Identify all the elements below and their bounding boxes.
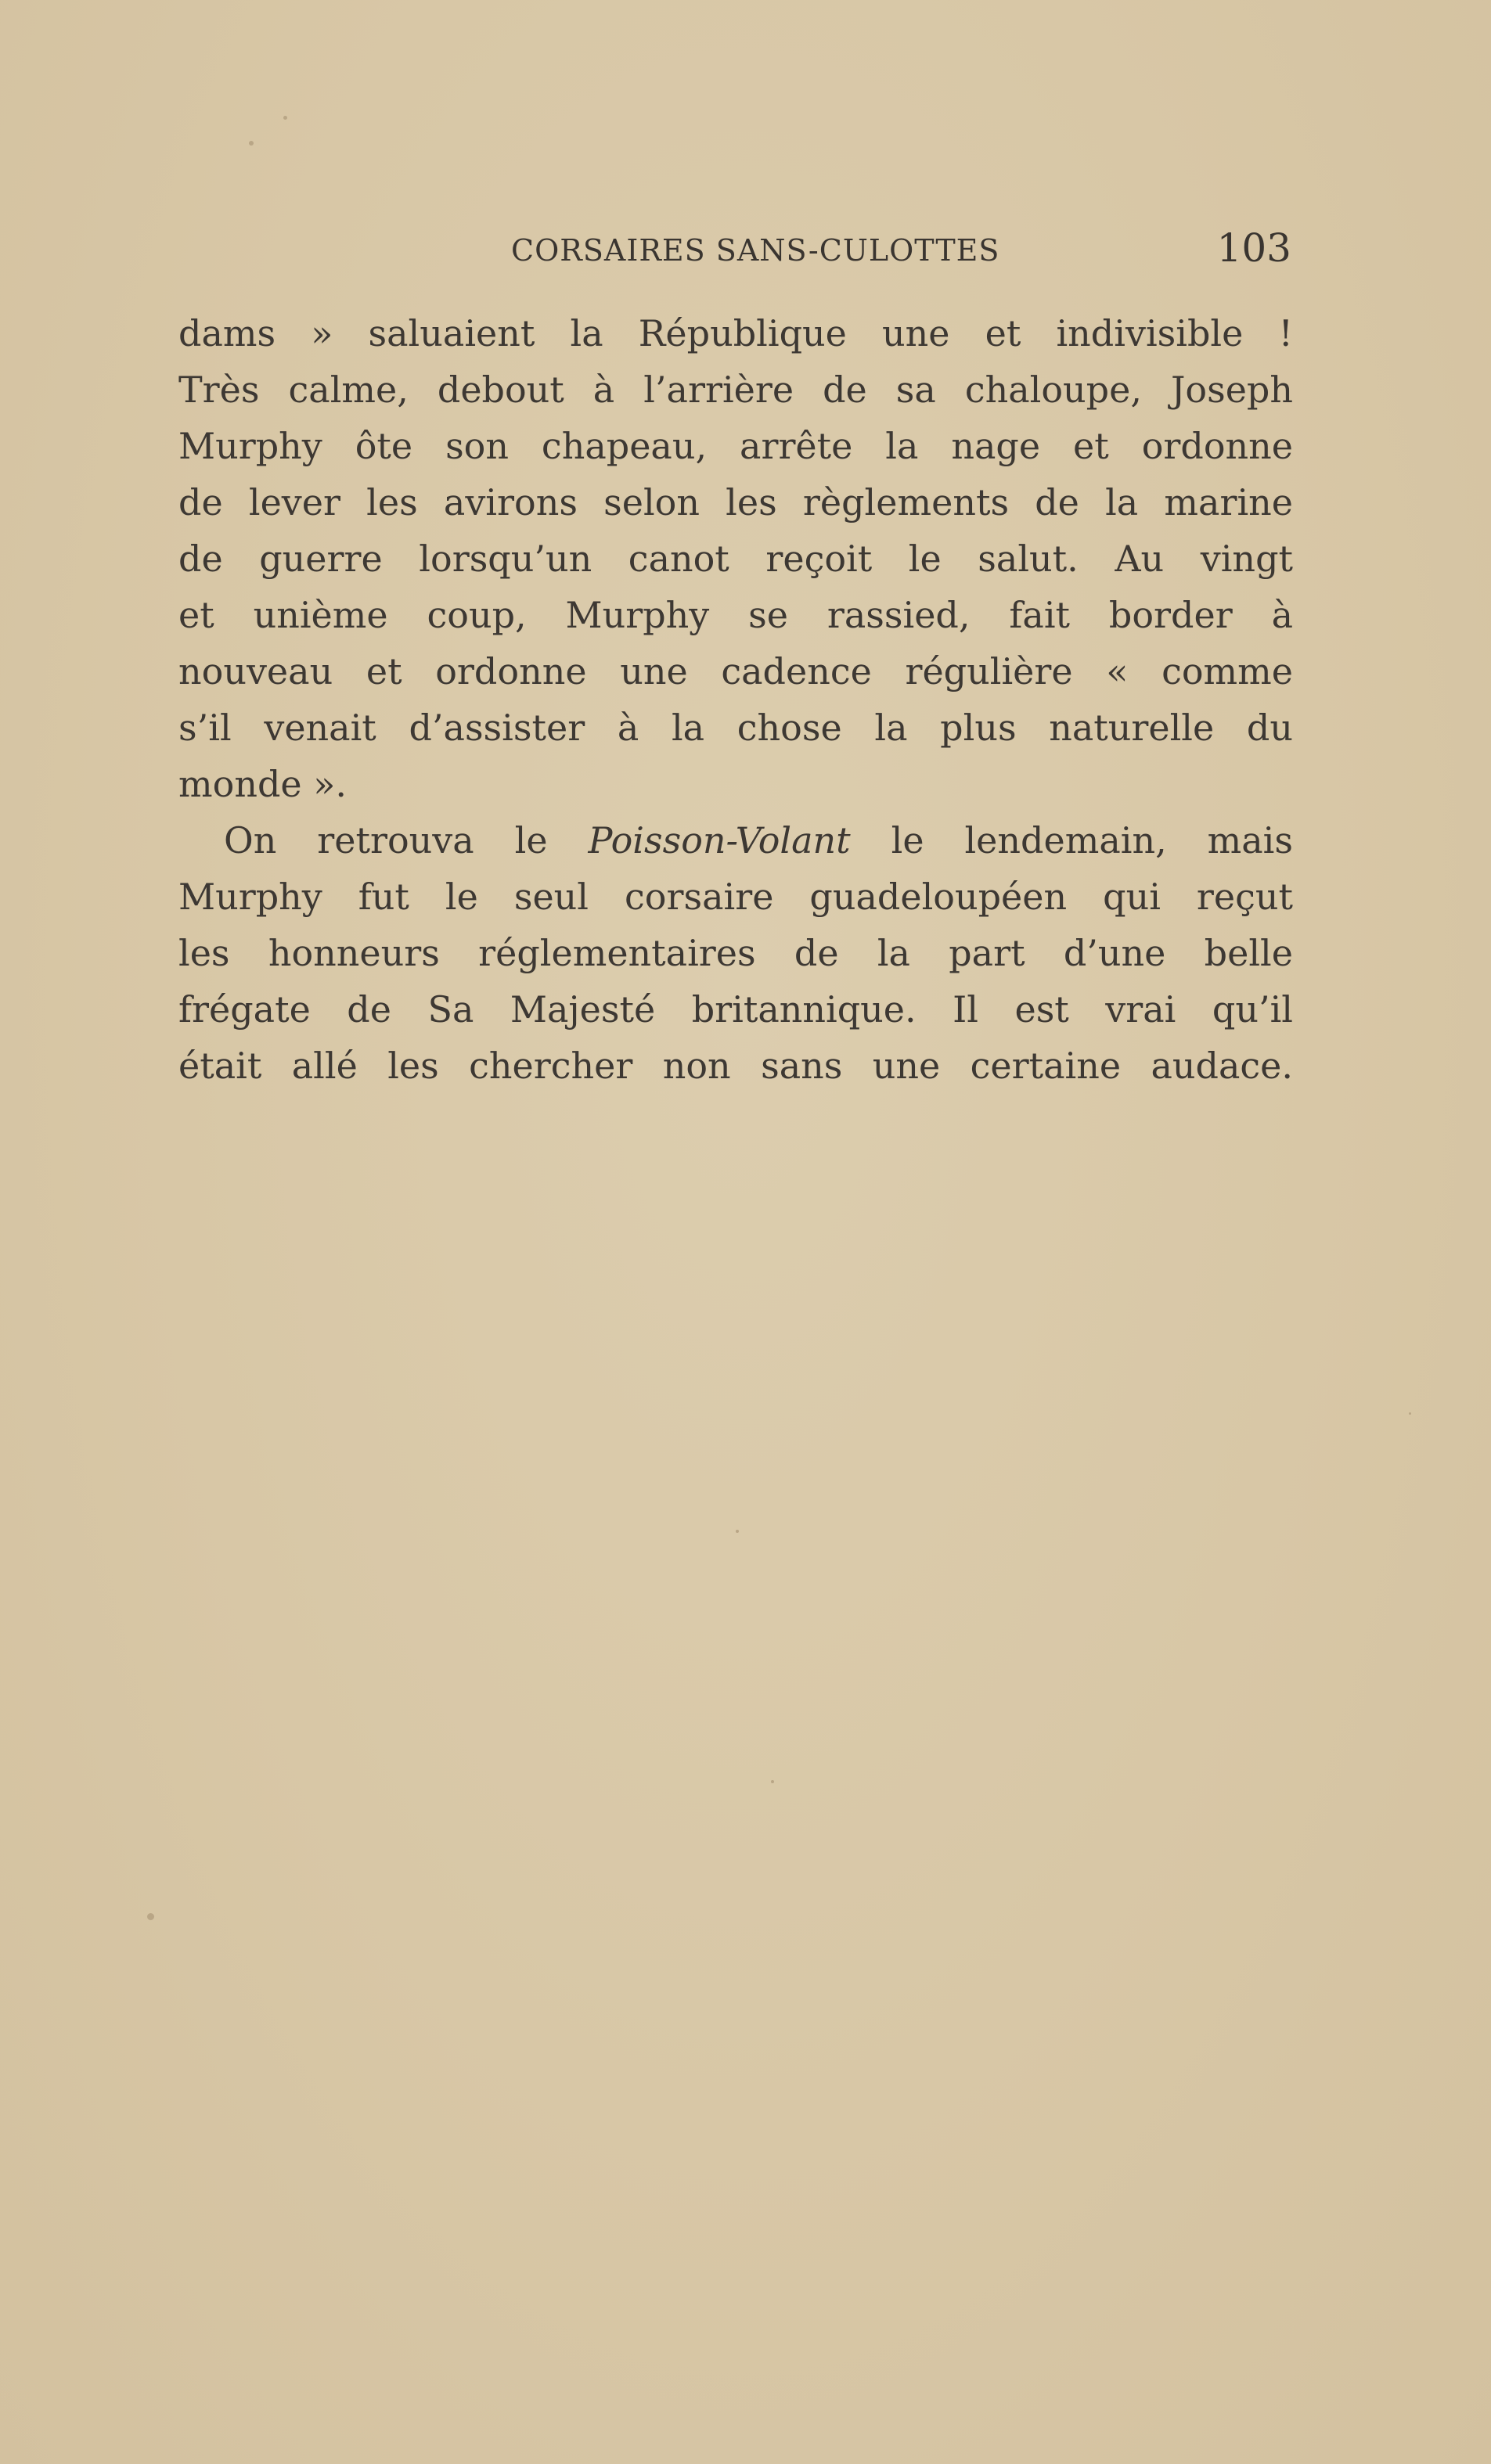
text-line: Très calme, debout à l’arrière de sa chaloupe, Joseph [178,369,1293,411]
paper-speck [249,141,254,146]
text-run: le lendemain, mais [850,819,1293,862]
page-number: 103 [1216,225,1291,271]
text-line: Murphy fut le seul corsaire guadeloupéen qui reçut [178,876,1293,918]
text-line: frégate de Sa Majesté britannique. Il est vrai qu’il [178,988,1293,1031]
paper-speck [1409,1412,1411,1415]
text-line: les honneurs réglementaires de la part d’une belle [178,932,1293,974]
text-line: dams » saluaient la République une et indivisible ! [178,312,1293,354]
body-text [178,305,1293,1094]
text-run: On retrouva le [224,819,589,862]
text-line: de lever les avirons selon les règlements de la marine [178,481,1293,523]
text-line [178,812,1293,869]
text-line: était allé les chercher non sans une certaine audace. [178,1045,1293,1087]
paper-speck [771,1780,774,1783]
text-line: de guerre lorsqu’un canot reçoit le salut. Au vingt [178,538,1293,580]
page-header [180,225,1291,272]
text-line: nouveau et ordonne une cadence régulière « comme [178,650,1293,692]
running-title: CORSAIRES SANS-CULOTTES [511,233,1000,268]
paper-speck [736,1530,739,1533]
text-line: et unième coup, Murphy se rassied, fait border à [178,594,1293,636]
paper-speck [147,1913,154,1920]
paragraph [178,812,1293,1094]
text-line: monde ». [178,763,347,805]
paragraph [178,305,1293,812]
ship-name: Poisson-Volant [588,819,851,862]
paper-speck [283,116,287,120]
text-line: Murphy ôte son chapeau, arrête la nage et ordonne [178,425,1293,467]
text-line: s’il venait d’assister à la chose la plus naturelle du [178,707,1293,749]
